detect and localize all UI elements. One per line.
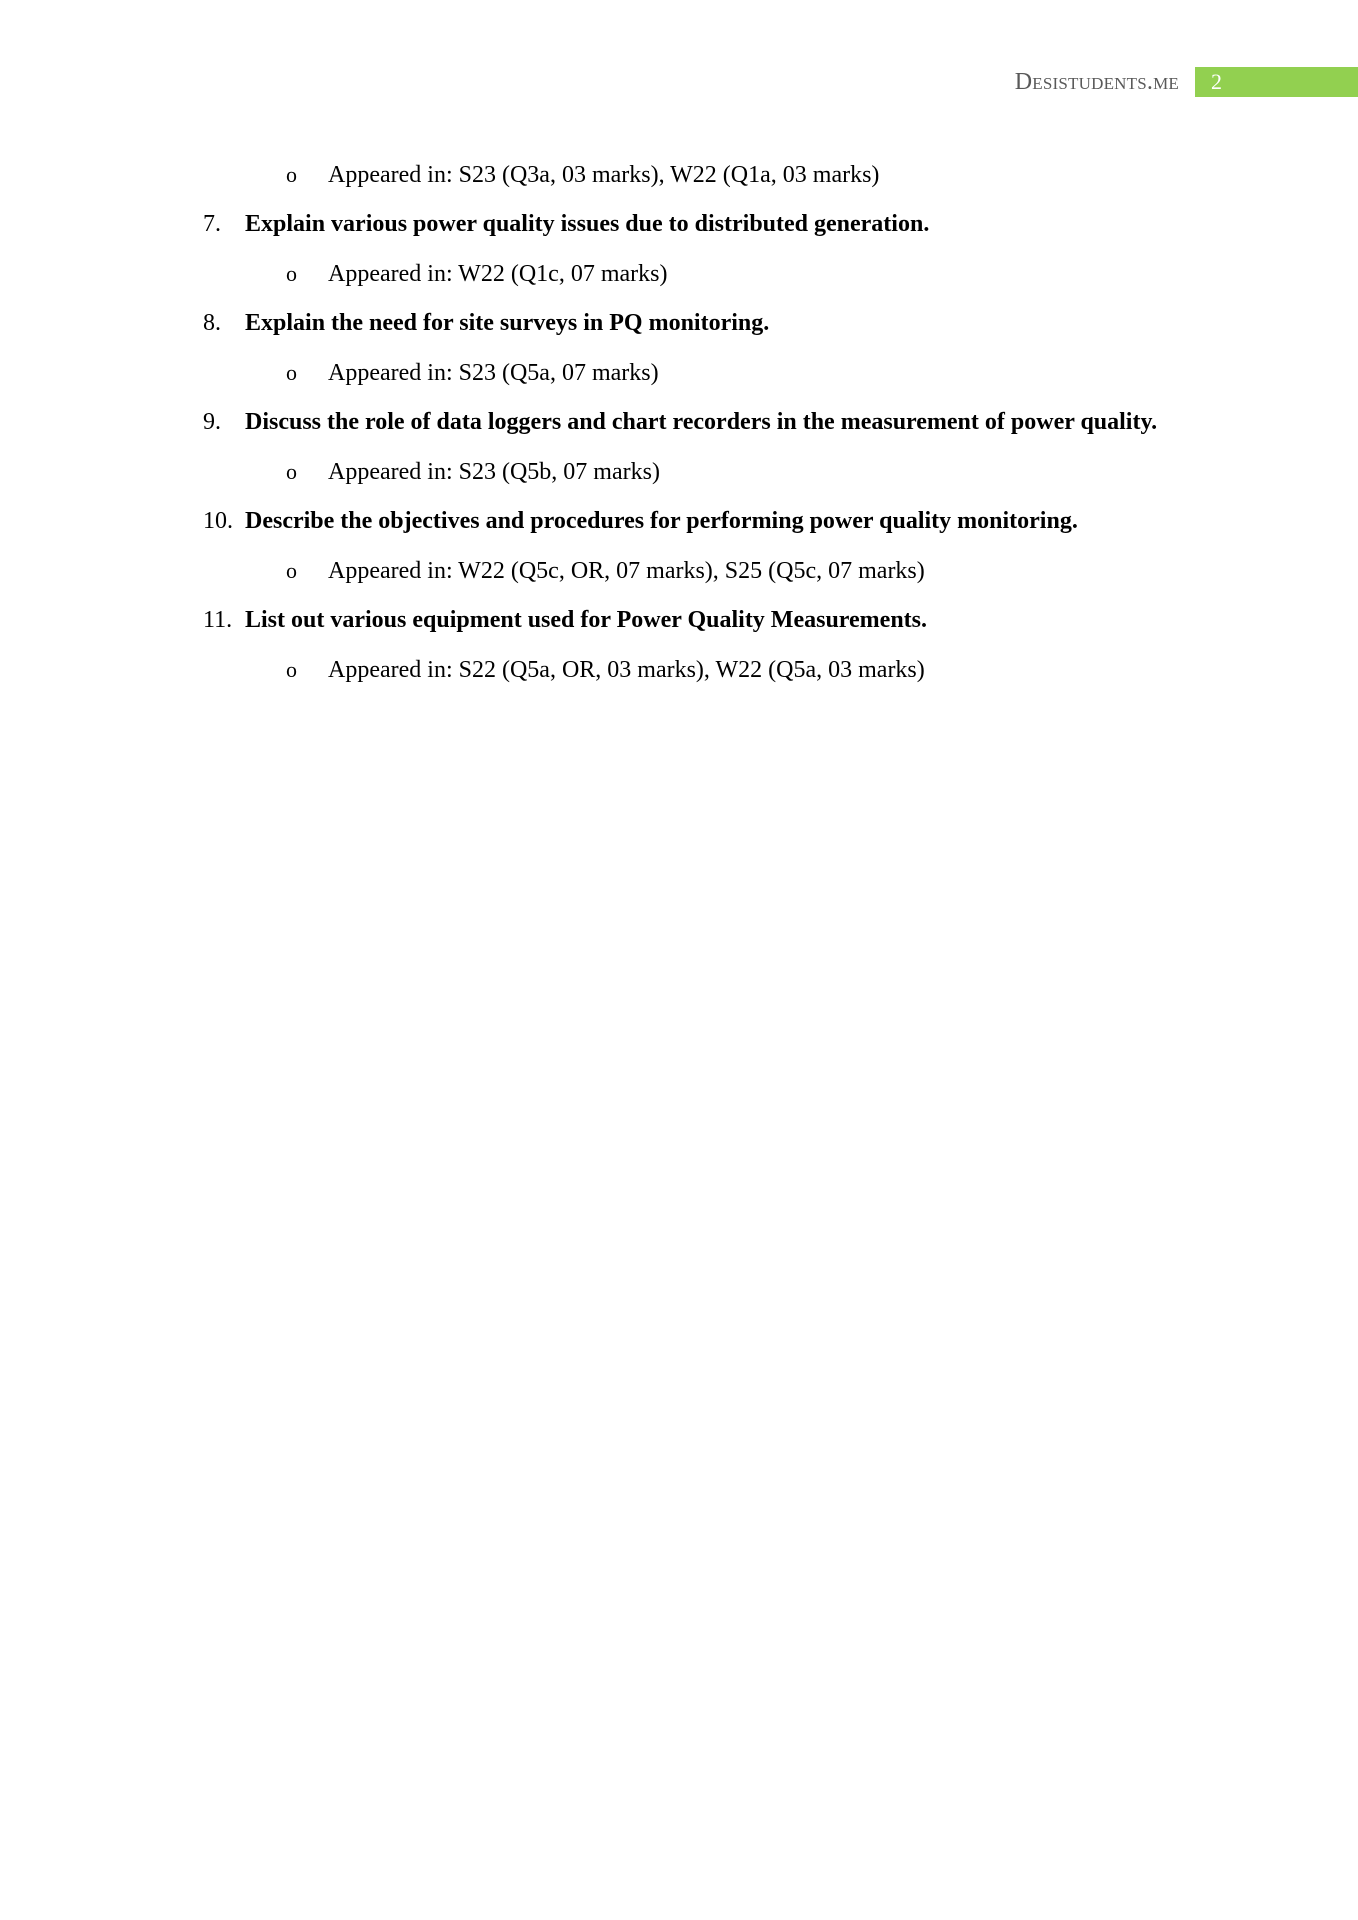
page-header — [1015, 67, 1358, 97]
question-text: Explain the need for site surveys in PQ monitoring. — [245, 310, 770, 336]
question-number: 10. — [203, 508, 233, 534]
bullet-marker: o — [286, 459, 297, 484]
question-item — [203, 407, 1163, 438]
question-number: 11. — [203, 607, 233, 633]
appearance-text: Appeared in: S22 (Q5a, OR, 03 marks), W22 (Q5a, 03 marks) — [328, 657, 925, 683]
question-item — [203, 209, 1163, 240]
question-number: 7. — [203, 211, 221, 237]
page-number: 2 — [1211, 69, 1222, 94]
page-number-badge — [1195, 67, 1358, 97]
appearance-text: Appeared in: W22 (Q5c, OR, 07 marks), S25 (Q5c, 07 marks) — [328, 558, 925, 584]
question-text: Explain various power quality issues due to distributed generation. — [245, 211, 930, 237]
appearance-text: Appeared in: S23 (Q5b, 07 marks) — [328, 459, 660, 485]
question-text: Describe the objectives and procedures for performing power quality monitoring. — [245, 508, 1078, 534]
question-number: 9. — [203, 409, 221, 435]
appearance-line — [203, 556, 1163, 586]
question-text: List out various equipment used for Power Quality Measurements. — [245, 607, 927, 633]
question-number: 8. — [203, 310, 221, 336]
appearance-line — [203, 358, 1163, 388]
appearance-line — [203, 160, 1163, 190]
bullet-marker: o — [286, 360, 297, 385]
appearance-text: Appeared in: S23 (Q3a, 03 marks), W22 (Q1a, 03 marks) — [328, 162, 880, 188]
site-name: Desistudents.me — [1014, 69, 1179, 95]
question-text: Discuss the role of data loggers and chart recorders in the measurement of power quality. — [245, 409, 1158, 435]
question-item — [203, 308, 1163, 339]
bullet-marker: o — [286, 657, 297, 682]
question-item — [203, 506, 1163, 537]
appearance-text: Appeared in: S23 (Q5a, 07 marks) — [328, 360, 659, 386]
appearance-line — [203, 457, 1163, 487]
question-list — [203, 160, 1163, 704]
question-item — [203, 605, 1163, 636]
appearance-line — [203, 259, 1163, 289]
bullet-marker: o — [286, 558, 297, 583]
bullet-marker: o — [286, 261, 297, 286]
appearance-text: Appeared in: W22 (Q1c, 07 marks) — [328, 261, 668, 287]
appearance-line — [203, 655, 1163, 685]
bullet-marker: o — [286, 162, 297, 187]
